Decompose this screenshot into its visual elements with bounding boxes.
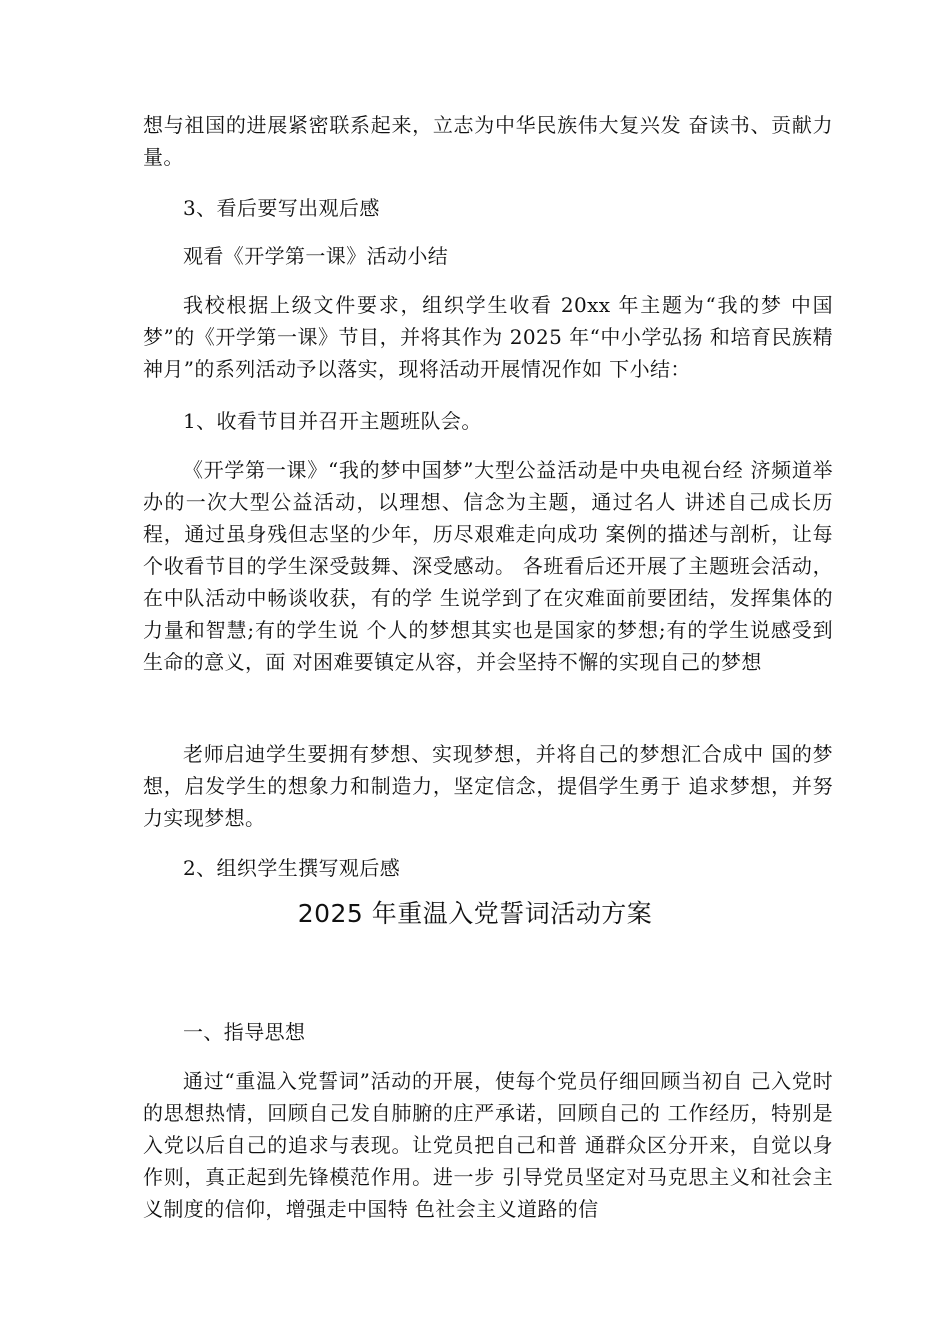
item-1-heading: 1、收看节目并召开主题班队会。 [183,409,482,433]
paragraph-program-description: 《开学第一课》“我的梦中国梦”大型公益活动是中央电视台经 济频道举办的一次大型公益活动，以理想、信念为主题，通过名人 讲述自己成长历程，通过虽身残但志坚的少年，历尽艰难走向成功 案例的描述与剖析，让每个收看节目的学生深受鼓舞、深受感动。 各班看后还开展了主题班会活动，在中队活动中畅谈收获，有的学 生说学到了在灾难面前要团结，发挥集体的力量和智慧;有的学生说 个人的梦想其实也是国家的梦想;有的学生说感受到生命的意义，面 对困难要镇定从容，并会坚持不懈的实现自己的梦想 [143,458,833,674]
paragraph-continuation: 想与祖国的进展紧密联系起来，立志为中华民族伟大复兴发 奋读书、贡献力量。 [143,113,833,169]
paragraph-teacher-guidance: 老师启迪学生要拥有梦想、实现梦想，并将自己的梦想汇合成中 国的梦想，启发学生的想象力和制造力，坚定信念，提倡学生勇于 追求梦想，并努力实现梦想。 [143,742,833,830]
paragraph-guiding-thought: 通过“重温入党誓词”活动的开展，使每个党员仔细回顾当初自 己入党时的思想热情，回顾自己发自肺腑的庄严承诺，回顾自己的 工作经历，特别是入党以后自己的追求与表现。让党员把自己和普 通群众区分开来，自觉以身作则，真正起到先锋模范作用。进一步 引导党员坚定对马克思主义和社会主义制度的信仰，增强走中国特 色社会主义道路的信 [143,1069,833,1221]
document-title: 2025 年重温入党誓词活动方案 [297,899,653,928]
section-heading-summary: 观看《开学第一课》活动小结 [183,244,449,268]
item-2-heading: 2、组织学生撰写观后感 [183,856,401,880]
paragraph-summary-intro: 我校根据上级文件要求，组织学生收看 20xx 年主题为“我的梦 中国梦”的《开学第一课》节目，并将其作为 2025 年“中小学弘扬 和培育民族精神月”的系列活动予以落实，现将活动开展情况作如 下小结： [143,293,833,381]
item-3-heading: 3、看后要写出观后感 [183,196,380,220]
section-heading-guiding-thought: 一、指导思想 [183,1020,306,1044]
